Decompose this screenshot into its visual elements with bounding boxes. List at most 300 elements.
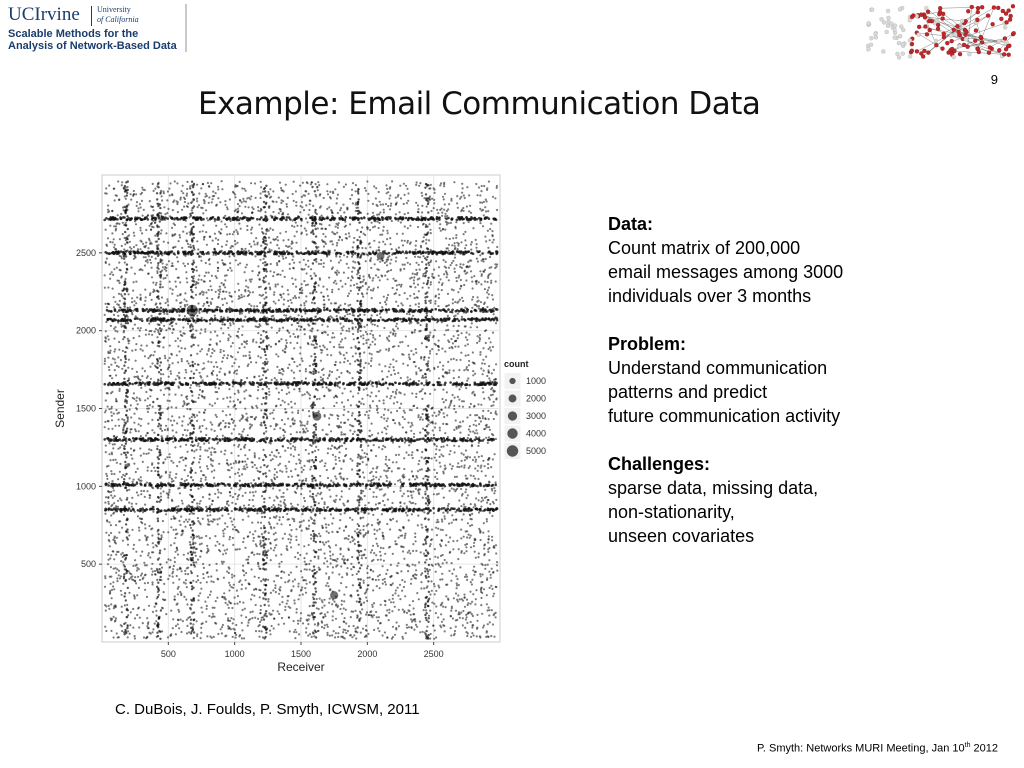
data-point [294, 420, 296, 422]
data-point [185, 465, 187, 467]
data-point [420, 390, 422, 392]
data-point [495, 363, 497, 365]
data-point [279, 232, 281, 234]
data-point [256, 553, 258, 555]
data-point [151, 256, 153, 258]
data-point [335, 565, 337, 567]
data-point [221, 515, 223, 517]
data-point [343, 442, 345, 444]
data-point [215, 623, 217, 625]
data-point [189, 185, 191, 187]
data-point [121, 418, 123, 420]
data-point [400, 284, 402, 286]
data-point [291, 406, 293, 408]
data-point [270, 592, 272, 594]
data-point [164, 548, 166, 550]
data-point [233, 362, 235, 364]
data-point [457, 558, 459, 560]
data-point [394, 396, 396, 398]
data-point [490, 466, 492, 468]
data-point [248, 206, 250, 208]
data-point [422, 255, 424, 257]
data-point [485, 258, 487, 260]
data-point [108, 559, 110, 561]
data-point [286, 393, 288, 395]
data-point [147, 423, 149, 425]
data-point [492, 476, 494, 478]
data-point [476, 243, 478, 245]
data-point [107, 501, 109, 503]
data-point [230, 452, 232, 454]
data-point [241, 343, 243, 345]
data-point [121, 444, 123, 446]
data-point [172, 618, 174, 620]
data-point [192, 222, 194, 224]
data-point [214, 402, 216, 404]
data-point [105, 303, 107, 305]
data-point [227, 464, 229, 466]
data-point [488, 377, 490, 379]
data-point [179, 281, 181, 283]
data-point [466, 366, 468, 368]
data-point [138, 607, 140, 609]
data-point [253, 537, 255, 539]
data-point [394, 540, 396, 542]
data-point [251, 568, 253, 570]
data-point [366, 453, 368, 455]
data-point [460, 425, 462, 427]
data-point [262, 481, 264, 483]
data-point [210, 580, 212, 582]
data-point [465, 478, 467, 480]
data-point [469, 205, 471, 207]
data-point [389, 243, 391, 245]
data-point [250, 246, 252, 248]
data-point [117, 315, 119, 317]
data-point [463, 503, 465, 505]
data-point [362, 471, 364, 473]
data-point [296, 328, 298, 330]
data-point [436, 534, 438, 536]
data-point [184, 201, 186, 203]
data-point [443, 497, 445, 499]
data-point [433, 202, 435, 204]
data-point [218, 231, 220, 233]
data-point [306, 423, 308, 425]
data-point [323, 544, 325, 546]
data-point [114, 369, 116, 371]
data-point [105, 409, 107, 411]
data-point [244, 454, 246, 456]
data-point [403, 203, 405, 205]
data-point [464, 544, 466, 546]
data-point [180, 619, 182, 621]
data-point [300, 493, 302, 495]
data-point [203, 411, 205, 413]
data-point [417, 226, 419, 228]
data-point [436, 220, 438, 222]
data-point [325, 236, 327, 238]
data-point [318, 263, 320, 265]
data-point [369, 406, 371, 408]
data-point [186, 281, 188, 283]
data-point [466, 380, 468, 382]
data-point [210, 591, 212, 593]
network-node [975, 18, 979, 22]
data-point [470, 474, 472, 476]
data-point [213, 636, 215, 638]
data-point [197, 559, 199, 561]
data-point [450, 634, 452, 636]
data-point [170, 633, 172, 635]
network-node [1007, 53, 1011, 57]
data-point [322, 286, 324, 288]
data-point [443, 412, 445, 414]
data-point [111, 480, 113, 482]
data-point [260, 312, 262, 314]
data-point [139, 329, 141, 331]
data-point [144, 523, 146, 525]
data-point [261, 228, 263, 230]
data-point [206, 581, 208, 583]
data-point [236, 603, 238, 605]
data-point [105, 496, 107, 498]
data-point [230, 602, 232, 604]
data-point [211, 298, 213, 300]
data-point [275, 456, 277, 458]
data-point [213, 366, 215, 368]
data-point [444, 518, 446, 520]
data-point [490, 280, 492, 282]
data-point [496, 246, 498, 248]
data-point [299, 521, 301, 523]
network-node [910, 15, 914, 19]
data-point [490, 405, 492, 407]
data-point [150, 528, 152, 530]
data-point [217, 489, 219, 491]
network-node [898, 7, 902, 11]
data-point [365, 596, 367, 598]
data-point [351, 519, 353, 521]
data-point [392, 598, 394, 600]
data-point [222, 624, 224, 626]
data-point [156, 615, 158, 617]
data-point [340, 280, 342, 282]
data-point [117, 214, 119, 216]
data-point [331, 291, 333, 293]
data-point [369, 404, 371, 406]
data-point [489, 398, 491, 400]
data-point [322, 429, 324, 431]
data-point [256, 397, 258, 399]
data-point [388, 599, 390, 601]
data-point [227, 604, 229, 606]
data-point [200, 328, 202, 330]
data-point [302, 469, 304, 471]
data-point [202, 212, 204, 214]
data-point [207, 350, 209, 352]
data-point [238, 475, 240, 477]
data-point [112, 497, 114, 499]
data-point [219, 517, 221, 519]
data-point [318, 398, 320, 400]
data-point [353, 338, 355, 340]
data-point [161, 435, 163, 437]
data-point [278, 588, 280, 590]
data-point [137, 377, 139, 379]
data-point [438, 377, 440, 379]
data-point [311, 330, 313, 332]
data-point [414, 503, 416, 505]
data-point [382, 583, 384, 585]
data-point [147, 273, 149, 275]
data-point [276, 264, 278, 266]
data-point [162, 266, 164, 268]
data-point [482, 347, 484, 349]
data-point [324, 346, 326, 348]
data-point [438, 275, 440, 277]
data-point [367, 565, 369, 567]
data-point [150, 389, 152, 391]
data-point [335, 361, 337, 363]
data-point [453, 181, 455, 183]
data-point [341, 392, 343, 394]
data-point [321, 215, 323, 217]
data-point [216, 366, 218, 368]
data-point [281, 617, 283, 619]
data-point [193, 637, 195, 639]
data-point [160, 389, 162, 391]
data-point [304, 333, 306, 335]
data-point [146, 408, 148, 410]
data-point [184, 348, 186, 350]
data-point [236, 373, 238, 375]
data-point [245, 279, 247, 281]
data-point [178, 461, 180, 463]
data-point [148, 632, 150, 634]
data-point [251, 211, 253, 213]
data-point [452, 342, 454, 344]
data-point [380, 416, 382, 418]
data-point [196, 536, 198, 538]
data-point [417, 470, 419, 472]
data-point [433, 512, 435, 514]
data-point [317, 492, 319, 494]
data-point [128, 342, 130, 344]
data-point [469, 414, 471, 416]
data-point [414, 361, 416, 363]
data-point [245, 266, 247, 268]
data-point [320, 352, 322, 354]
data-point [253, 479, 255, 481]
data-point [203, 238, 205, 240]
data-point [174, 537, 176, 539]
data-point [109, 375, 111, 377]
data-point [209, 236, 211, 238]
data-point [140, 206, 142, 208]
data-point [245, 464, 247, 466]
data-point [229, 322, 231, 324]
data-point [169, 456, 171, 458]
data-point [149, 404, 151, 406]
data-point [169, 287, 171, 289]
data-point [449, 490, 451, 492]
data-point [259, 294, 261, 296]
data-point [326, 624, 328, 626]
data-point [405, 257, 407, 259]
data-point [195, 266, 197, 268]
data-point [346, 330, 348, 332]
data-point [149, 239, 151, 241]
data-point [175, 431, 177, 433]
data-point [171, 406, 173, 408]
data-point [307, 421, 309, 423]
data-point [208, 196, 210, 198]
data-point [251, 461, 253, 463]
data-point [146, 405, 148, 407]
data-point [157, 264, 159, 266]
data-point [324, 241, 326, 243]
data-point [361, 292, 363, 294]
data-point [276, 262, 278, 264]
data-point [396, 621, 398, 623]
network-node [926, 51, 930, 55]
data-point [164, 213, 166, 215]
data-point [252, 291, 254, 293]
data-point [329, 635, 331, 637]
data-point [362, 517, 364, 519]
data-point [274, 474, 276, 476]
data-point [146, 490, 148, 492]
data-point [128, 340, 130, 342]
data-point [294, 403, 296, 405]
data-point [279, 274, 281, 276]
data-point [295, 539, 297, 541]
data-point [439, 278, 441, 280]
data-point [179, 236, 181, 238]
data-point [355, 352, 357, 354]
data-point [351, 189, 353, 191]
data-point [495, 612, 497, 614]
data-point [275, 284, 277, 286]
data-point [412, 273, 414, 275]
data-point [471, 613, 473, 615]
data-point [182, 332, 184, 334]
data-point [170, 373, 172, 375]
data-point [315, 437, 317, 439]
data-point [280, 404, 282, 406]
data-point [131, 312, 133, 314]
data-point [450, 610, 452, 612]
data-point [469, 537, 471, 539]
data-point [456, 242, 458, 244]
data-point [234, 493, 236, 495]
data-point [443, 185, 445, 187]
data-point [410, 494, 412, 496]
data-point [249, 583, 251, 585]
data-point [420, 581, 422, 583]
data-point [248, 250, 250, 252]
data-point [395, 454, 397, 456]
data-point [484, 428, 486, 430]
data-point [214, 248, 216, 250]
data-point [220, 316, 222, 318]
data-point [482, 373, 484, 375]
data-point [372, 277, 374, 279]
data-point [408, 313, 410, 315]
data-point [263, 501, 265, 503]
data-point [311, 612, 313, 614]
data-point [371, 323, 373, 325]
data-point [285, 471, 287, 473]
data-point [307, 221, 309, 223]
data-point [295, 463, 297, 465]
network-node [934, 43, 938, 47]
data-point [269, 288, 271, 290]
data-point [481, 470, 483, 472]
data-point [378, 246, 380, 248]
data-point [488, 436, 490, 438]
data-point [328, 576, 330, 578]
data-point [292, 585, 294, 587]
data-point [457, 291, 459, 293]
data-point [484, 363, 486, 365]
data-point [169, 453, 171, 455]
data-point [250, 426, 252, 428]
data-point [331, 268, 333, 270]
data-point [213, 469, 215, 471]
data-point [128, 592, 130, 594]
data-point [129, 306, 131, 308]
data-point [284, 606, 286, 608]
data-point [359, 330, 361, 332]
data-point [121, 594, 123, 596]
data-point [397, 480, 399, 482]
data-point [487, 467, 489, 469]
data-point [214, 430, 216, 432]
data-point [185, 369, 187, 371]
data-point [181, 570, 183, 572]
data-point [242, 198, 244, 200]
data-point [465, 546, 467, 548]
data-point [360, 402, 362, 404]
data-point [350, 616, 352, 618]
data-point [423, 197, 425, 199]
data-point [273, 271, 275, 273]
data-point [181, 500, 183, 502]
data-point [130, 576, 132, 578]
data-point [482, 417, 484, 419]
data-point [372, 514, 374, 516]
data-point [343, 594, 345, 596]
data-point [260, 245, 262, 247]
data-point [439, 223, 441, 225]
data-point [154, 188, 156, 190]
data-point [480, 597, 482, 599]
data-point [122, 540, 124, 542]
data-point [282, 349, 284, 351]
data-point [115, 505, 117, 507]
data-point [392, 391, 394, 393]
data-point [287, 538, 289, 540]
data-point [439, 227, 441, 229]
data-point [138, 478, 140, 480]
data-point [417, 449, 419, 451]
data-point [205, 262, 207, 264]
data-point [443, 209, 445, 211]
network-node [980, 5, 984, 9]
data-point [377, 412, 379, 414]
